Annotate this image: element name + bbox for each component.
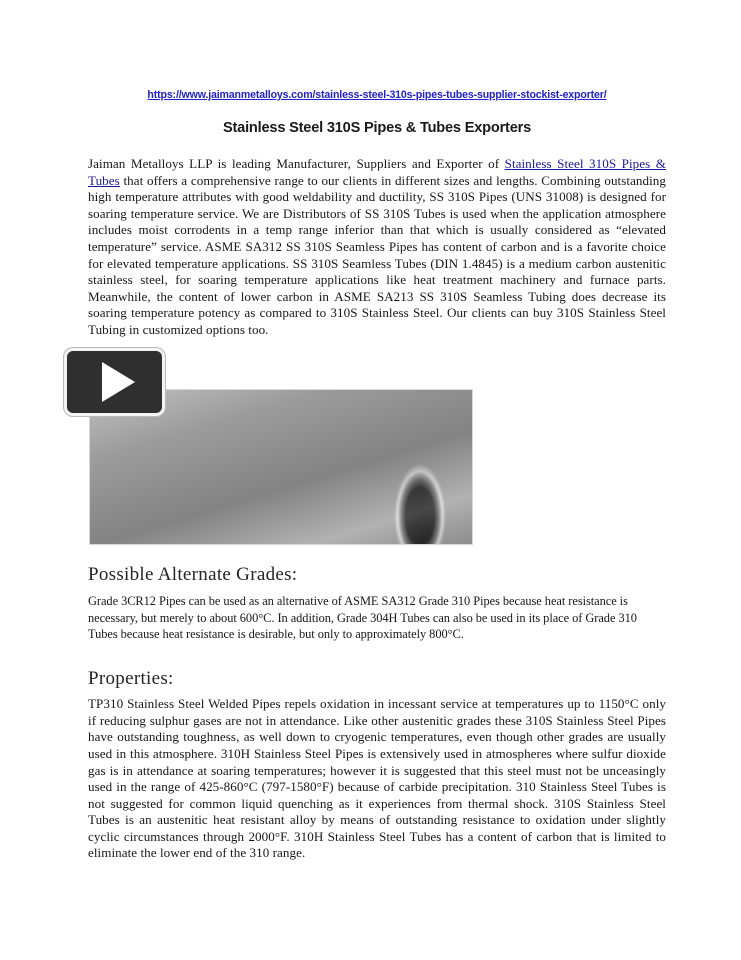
intro-text-before-link: Jaiman Metalloys LLP is leading Manufacturer, Suppliers and Exporter of [88, 156, 505, 172]
source-url-link[interactable]: https://www.jaimanmetalloys.com/stainless-steel-310s-pipes-tubes-supplier-stockist-exporter/ [147, 89, 607, 101]
section-heading-alternate-grades: Possible Alternate Grades: [88, 564, 298, 586]
play-button[interactable] [64, 348, 165, 416]
product-inline-link[interactable]: Stainless Steel 310S Pipes & Tubes [88, 156, 666, 188]
video-figure [88, 348, 666, 563]
section-body-alternate-grades: Grade 3CR12 Pipes can be used as an alternative of ASME SA312 Grade 310 Pipes because heat resistance is necessary, but merely to about 600°C. In addition, Grade 304H Tubes can also be used in its place of Grade 310 Tubes because heat resistance is desirable, but only to approximately 800°C. [88, 594, 637, 642]
page-title: Stainless Steel 310S Pipes & Tubes Exporters [222, 120, 532, 137]
source-url-line [88, 84, 666, 103]
intro-text-after-link: that offers a comprehensive range to our clients in different sizes and lengths. Combining outstanding high temperature attributes with good weldability and ductility, SS 310S Pipes (UNS 31008) is designed for soaring temperature service. We are Distributors of SS 310S Tubes is used when the application atmosphere includes moist corrodents in a temp range inferior than that which is usually considered as “elevated temperature” service. ASME SA312 SS 310S Seamless Pipes has content of carbon and is a favorite choice for elevated temperature applications. SS 310S Seamless Tubes (DIN 1.4845) is a medium carbon austenitic stainless steel, for soaring temperature applications like heat treatment machinery and furnace parts. Meanwhile, the content of lower carbon in ASME SA213 SS 310S Seamless Tubing does decrease its soaring temperature potency as compared to 310S Stainless Steel. Our clients can buy 310S Stainless Steel Tubing in customized options too. [88, 172, 666, 337]
play-triangle-icon [102, 362, 135, 402]
section-heading-properties: Properties: [88, 667, 174, 689]
intro-paragraph [88, 156, 666, 338]
document-content [88, 84, 666, 872]
section-gap [88, 653, 666, 667]
section-body-properties: TP310 Stainless Steel Welded Pipes repels oxidation in incessant service at temperatures up to 1150°C only if reducing sulphur gases are not in attendance. Like other austenitic grades these 310S Stainless Steel Pipes have outstanding toughness, as well down to cryogenic temperatures, even though other grades are usually used in this atmosphere. 310H Stainless Steel Pipes is extensively used in atmospheres where sulfur dioxide gas is in attendance at soaring temperatures; however it is suggested that this steel must not be unceasingly used in the range of 425-860°C (797-1580°F) because of carbide precipitation. 310 Stainless Steel Tubes is not suggested for common liquid quenching as it experiences from thermal shock. 310S Stainless Steel Tubes is an austenitic heat resistant alloy by means of outstanding resistance to oxidation under slightly cyclic circumstances through 2000°F. 310H Stainless Steel Tubes has a content of carbon that is limited to eliminate the lower end of the 310 range. [88, 696, 666, 861]
